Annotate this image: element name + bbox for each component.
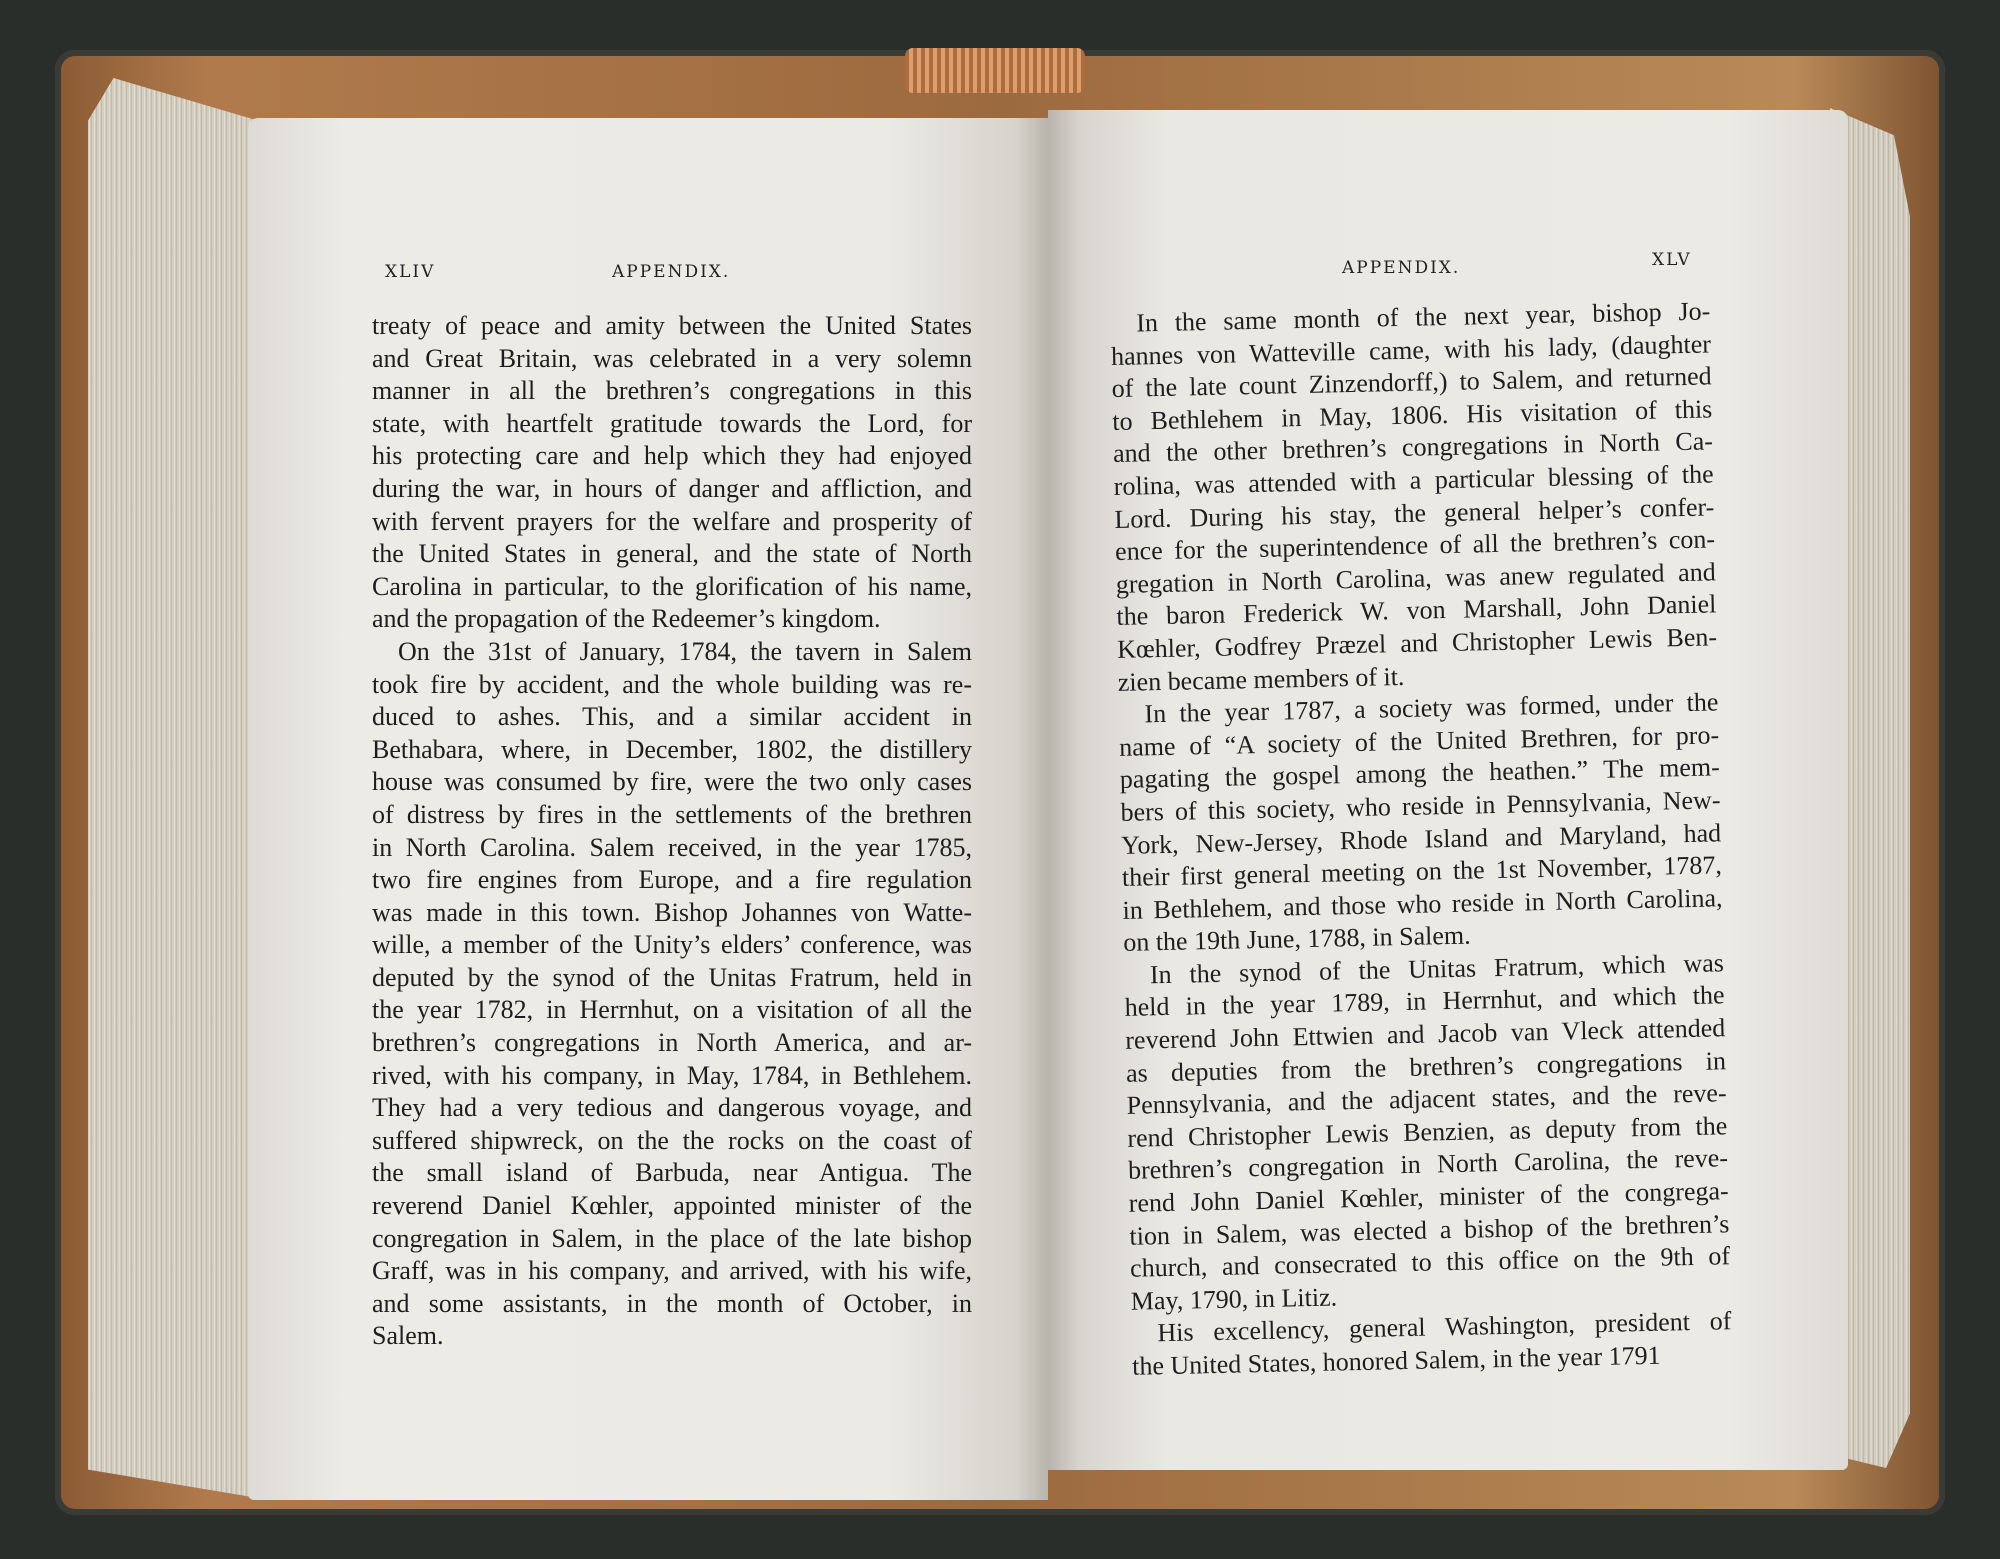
text-line: house was consumed by fire, were the two only cases <box>372 767 972 797</box>
right-page-number: XLV <box>1652 250 1692 270</box>
text-line: On the 31st of January, 1784, the tavern in Salem <box>398 636 972 666</box>
left-page-number: XLIV <box>385 262 436 282</box>
text-line: took fire by accident, and the whole building was re- <box>372 669 972 699</box>
text-line: May, 1790, in Litiz. <box>1130 1282 1338 1316</box>
text-line: as deputies from the brethren’s congregations in <box>1125 1045 1727 1088</box>
text-line: the United States, honored Salem, in the year 1791 <box>1131 1340 1661 1381</box>
text-line: and Great Britain, was celebrated in a very solemn <box>372 343 972 373</box>
text-line: the United States in general, and the state of North <box>372 539 972 569</box>
text-line: duced to ashes. This, and a similar accident in <box>372 702 972 732</box>
text-line: In the year 1787, a society was formed, under the <box>1144 687 1719 729</box>
text-line: congregation in Salem, in the place of the late bishop <box>372 1223 972 1253</box>
text-line: held in the year 1789, in Herrnhut, and which the <box>1124 980 1725 1023</box>
text-line: on the 19th June, 1788, in Salem. <box>1122 920 1471 958</box>
text-line: Bethabara, where, in December, 1802, the distillery <box>372 734 972 764</box>
text-line: His excellency, general Washington, president of <box>1157 1306 1732 1348</box>
text-line: reverend Daniel Kœhler, appointed minister of the <box>372 1191 972 1221</box>
text-line: with fervent prayers for the welfare and prosperity of <box>372 506 972 536</box>
text-line: brethren’s congregations in North America, and ar- <box>372 1028 972 1058</box>
right-body-text <box>1110 295 1732 1383</box>
text-line: the year 1782, in Herrnhut, on a visitation of all the <box>372 995 972 1025</box>
text-line: and the other brethren’s congregations in North Ca- <box>1112 426 1714 469</box>
text-line: bers of this society, who reside in Pennsylvania, New- <box>1120 785 1721 827</box>
text-line: the small island of Barbuda, near Antigua. The <box>372 1158 972 1188</box>
text-line: Graff, was in his company, and arrived, with his wife, <box>372 1256 972 1286</box>
text-line: brethren’s congregation in North Carolina, the reve- <box>1127 1143 1729 1186</box>
text-line: zien became members of it. <box>1117 661 1405 697</box>
text-line: suffered shipwreck, on the the rocks on the coast of <box>372 1125 972 1155</box>
text-line: reverend John Ettwien and Jacob van Vleck attended <box>1125 1013 1726 1055</box>
text-line: of the late count Zinzendorff,) to Salem, and returned <box>1111 361 1712 404</box>
text-line: rived, with his company, in May, 1784, in Bethlehem. <box>372 1060 972 1090</box>
text-line: during the war, in hours of danger and affliction, and <box>372 473 972 503</box>
text-line: In the synod of the Unitas Fratrum, which was <box>1149 948 1725 990</box>
left-page-edges <box>88 78 258 1498</box>
text-line: name of “A society of the United Brethren, for pro- <box>1118 720 1720 762</box>
text-line: pagating the gospel among the heathen.” The mem- <box>1119 752 1721 795</box>
text-line: rend Christopher Lewis Benzien, as deputy from the <box>1127 1111 1728 1153</box>
text-line: and some assistants, in the month of October, in <box>372 1288 972 1318</box>
text-line: treaty of peace and amity between the United States <box>372 311 972 340</box>
text-line: York, New-Jersey, Rhode Island and Maryland, had <box>1120 817 1722 860</box>
text-line: Carolina in particular, to the glorification of his name, <box>372 571 972 601</box>
text-line: two fire engines from Europe, and a fire regulation <box>372 865 972 895</box>
text-line: to Bethlehem in May, 1806. His visitation of this <box>1112 394 1713 436</box>
left-body-text <box>372 310 972 1353</box>
text-line: their first general meeting on the 1st November, 1787, <box>1121 850 1723 892</box>
text-line: Lord. During his stay, the general helper’s confer- <box>1114 491 1715 534</box>
text-line: wille, a member of the Unity’s elders’ conference, was <box>372 930 972 960</box>
text-line: was made in this town. Bishop Johannes von Watte- <box>372 897 972 927</box>
spine-headband <box>905 48 1085 93</box>
text-line: deputed by the synod of the Unitas Fratrum, held in <box>372 962 972 992</box>
text-line: in Bethlehem, and those who reside in North Carolina, <box>1122 882 1723 925</box>
right-running-head: APPENDIX. <box>1342 258 1461 278</box>
text-line: In the same month of the next year, bishop Jo- <box>1136 296 1711 338</box>
text-line: tion in Salem, was elected a bishop of the brethren’s <box>1129 1208 1730 1251</box>
text-line: They had a very tedious and dangerous voyage, and <box>372 1093 972 1123</box>
text-line: rolina, was attended with a particular blessing of the <box>1113 459 1714 501</box>
left-running-head: APPENDIX. <box>612 262 731 282</box>
text-line: gregation in North Carolina, was anew regulated and <box>1115 557 1716 599</box>
text-line: Kœhler, Godfrey Præzel and Christopher Lewis Ben- <box>1116 622 1718 664</box>
text-line: the baron Frederick W. von Marshall, John Daniel <box>1116 589 1717 632</box>
text-line: church, and consecrated to this office on the 9th of <box>1129 1241 1731 1284</box>
text-line: Salem. <box>372 1321 444 1351</box>
text-line: rend John Daniel Kœhler, minister of the congrega- <box>1128 1176 1729 1218</box>
text-line: state, with heartfelt gratitude towards the Lord, for <box>372 408 972 438</box>
text-line: manner in all the brethren’s congregations in this <box>372 376 972 406</box>
text-line: ence for the superintendence of all the brethren’s con- <box>1114 524 1716 567</box>
text-line: Pennsylvania, and the adjacent states, and the reve- <box>1126 1078 1727 1121</box>
text-line: his protecting care and help which they had enjoyed <box>372 441 972 471</box>
text-line: hannes von Watteville came, with his lady, (daughter <box>1110 329 1712 371</box>
text-line: of distress by fires in the settlements of the brethren <box>372 799 972 829</box>
text-line: in North Carolina. Salem received, in the year 1785, <box>372 832 972 862</box>
text-line: and the propagation of the Redeemer’s kingdom. <box>372 604 881 634</box>
